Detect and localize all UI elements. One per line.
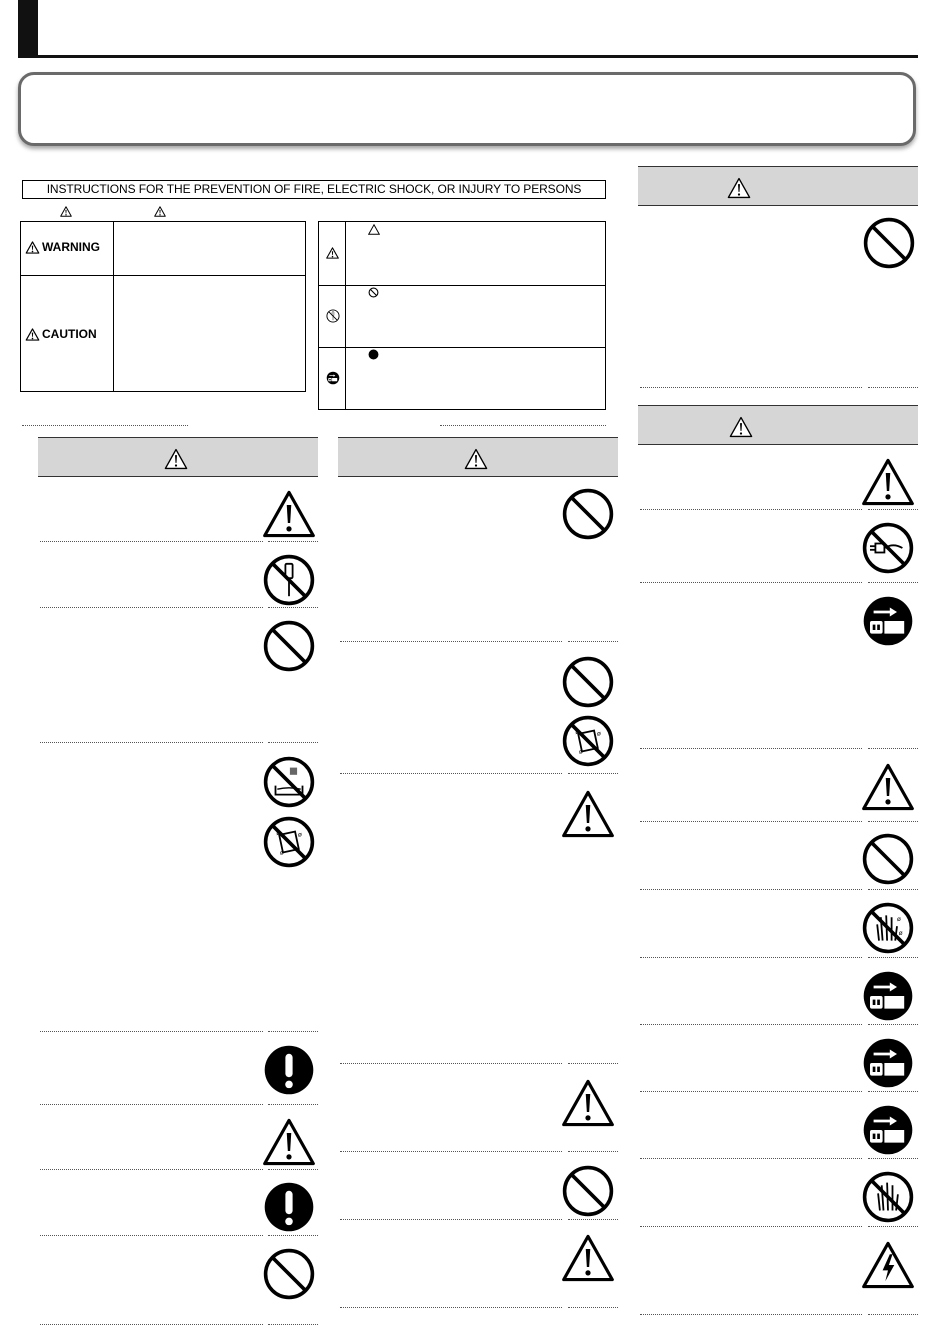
warning-icon [561,1231,615,1285]
caution-label: CAUTION [42,327,97,341]
prohibited-icon [561,655,615,709]
prohibited-icon [262,619,316,673]
warning-section-header [338,437,618,477]
warning-icon [861,455,915,509]
warning-icon [25,328,40,341]
filled-circle-icon [368,349,379,360]
instructions-heading: INSTRUCTIONS FOR THE PREVENTION OF FIRE, ELECTRIC SHOCK, OR INJURY TO PERSONS [22,180,606,199]
page-title-frame [18,72,916,146]
no-water-splash-icon [262,755,316,809]
outline-triangle-icon [368,224,380,235]
caution-label-cell [25,327,111,341]
prohibited-icon [561,1164,615,1218]
unplug-icon [861,594,915,648]
electric-hazard-icon [861,1238,915,1292]
unplug-icon [326,371,340,385]
caution-section-header [638,405,918,445]
prohibited-icon [561,487,615,541]
unplug-icon [861,1036,915,1090]
warning-icon [262,487,316,541]
prohibited-circle-icon [368,287,379,298]
no-water-container-icon [262,815,316,869]
warning-icon [154,206,166,217]
warning-icon [463,448,489,470]
warning-icon [728,416,754,438]
warning-icon [60,206,72,217]
no-water-container-icon [561,714,615,768]
chapter-tab-block [18,0,38,58]
prohibited-icon [262,1247,316,1301]
mandatory-icon [262,1180,316,1234]
no-pull-cord-icon [861,521,915,575]
warning-label: WARNING [42,240,100,254]
warning-icon [561,787,615,841]
prohibited-icon [862,216,916,270]
warning-section-header [38,437,318,477]
header-rule [18,55,918,58]
warning-label-cell [25,240,111,254]
mandatory-icon [262,1043,316,1097]
symbol-legend-table [318,221,606,410]
warning-icon [25,241,40,254]
no-disassemble-icon [326,309,340,323]
warning-icon [163,448,189,470]
warning-icon [262,1115,316,1169]
prohibited-icon [861,832,915,886]
unplug-icon [861,969,915,1023]
unplug-icon [861,1103,915,1157]
warning-icon [726,177,752,199]
no-touch-icon [861,1170,915,1224]
warning-icon [561,1076,615,1130]
no-wet-hands-icon [861,901,915,955]
warning-icon [326,247,339,259]
warning-section-header [638,166,918,206]
no-disassemble-icon [262,553,316,607]
warning-icon [861,760,915,814]
signal-word-table [20,221,306,392]
